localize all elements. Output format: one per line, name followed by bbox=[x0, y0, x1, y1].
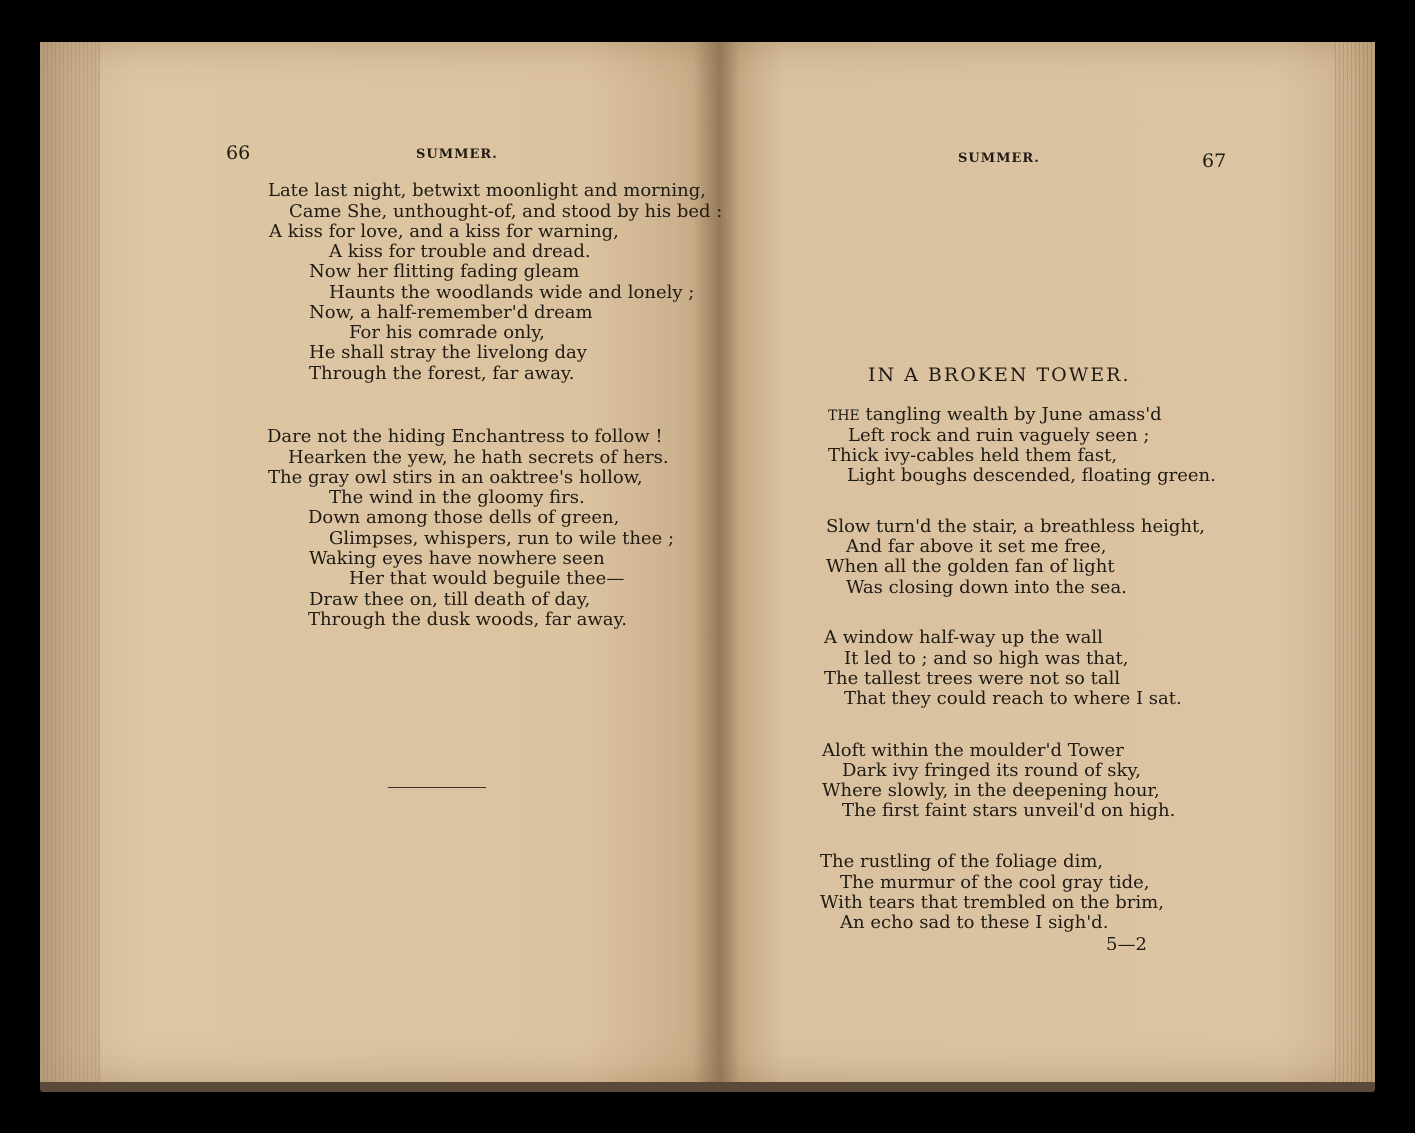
page-edges-right bbox=[1335, 42, 1375, 1082]
signature-mark: 5—2 bbox=[1106, 934, 1147, 955]
poem-line bbox=[828, 404, 1162, 425]
poem-line: Thick ivy-cables held them fast, bbox=[828, 445, 1118, 466]
poem-line: Left rock and ruin vaguely seen ; bbox=[848, 425, 1150, 446]
page-number-right: 67 bbox=[1202, 150, 1227, 172]
running-head-right: SUMMER. bbox=[958, 151, 1040, 166]
poem-line: An echo sad to these I sigh'd. bbox=[840, 912, 1109, 933]
poem-line: The murmur of the cool gray tide, bbox=[840, 872, 1150, 893]
poem-line: Late last night, betwixt moonlight and morning, bbox=[268, 180, 706, 201]
poem-line: He shall stray the livelong day bbox=[309, 342, 587, 363]
poem-line: Dare not the hiding Enchantress to follow ! bbox=[267, 426, 663, 447]
poem-line: Light boughs descended, floating green. bbox=[847, 465, 1216, 486]
poem-line: The wind in the gloomy firs. bbox=[329, 487, 585, 508]
poem-line: Waking eyes have nowhere seen bbox=[309, 548, 605, 569]
poem-line-rest: tangling wealth by June amass'd bbox=[859, 404, 1162, 425]
page-edges-left bbox=[40, 42, 100, 1082]
poem-line: Haunts the woodlands wide and lonely ; bbox=[329, 282, 695, 303]
poem-line: Down among those dells of green, bbox=[308, 507, 620, 528]
poem-line: The tallest trees were not so tall bbox=[824, 668, 1121, 689]
poem-line: Now her flitting fading gleam bbox=[309, 261, 580, 282]
section-rule bbox=[388, 787, 486, 788]
poem-line: The gray owl stirs in an oaktree's hollow, bbox=[268, 467, 643, 488]
poem-line: Hearken the yew, he hath secrets of hers. bbox=[288, 447, 669, 468]
poem-line: Slow turn'd the stair, a breathless height, bbox=[826, 516, 1205, 537]
first-word-small-caps: THE bbox=[828, 408, 860, 424]
poem-line: Through the dusk woods, far away. bbox=[308, 609, 628, 630]
poem-line: And far above it set me free, bbox=[846, 536, 1107, 557]
poem-line: Was closing down into the sea. bbox=[846, 577, 1127, 598]
poem-line: Draw thee on, till death of day, bbox=[309, 589, 591, 610]
poem-line: Came She, unthought-of, and stood by his bed : bbox=[289, 201, 723, 222]
poem-line: Her that would beguile thee— bbox=[349, 568, 625, 589]
poem-line: For his comrade only, bbox=[349, 322, 545, 343]
open-book bbox=[40, 42, 1375, 1092]
poem-line: That they could reach to where I sat. bbox=[844, 688, 1182, 709]
poem-line: When all the golden fan of light bbox=[826, 556, 1115, 577]
poem-line: Through the forest, far away. bbox=[309, 363, 575, 384]
page-number-left: 66 bbox=[226, 142, 251, 164]
poem-line: The first faint stars unveil'd on high. bbox=[842, 800, 1176, 821]
poem-line: It led to ; and so high was that, bbox=[844, 648, 1129, 669]
poem-line: Now, a half-remember'd dream bbox=[309, 302, 593, 323]
poem-line: With tears that trembled on the brim, bbox=[820, 892, 1164, 913]
poem-line: Aloft within the moulder'd Tower bbox=[822, 740, 1124, 761]
poem-line: The rustling of the foliage dim, bbox=[820, 851, 1104, 872]
poem-line: Glimpses, whispers, run to wile thee ; bbox=[329, 528, 675, 549]
poem-line: A window half-way up the wall bbox=[824, 627, 1103, 648]
poem-line: Where slowly, in the deepening hour, bbox=[822, 780, 1160, 801]
poem-line: A kiss for love, and a kiss for warning, bbox=[269, 221, 619, 242]
poem-line: A kiss for trouble and dread. bbox=[329, 241, 591, 262]
poem-title: IN A BROKEN TOWER. bbox=[868, 364, 1131, 386]
running-head-left: SUMMER. bbox=[416, 147, 498, 162]
poem-line: Dark ivy fringed its round of sky, bbox=[842, 760, 1141, 781]
